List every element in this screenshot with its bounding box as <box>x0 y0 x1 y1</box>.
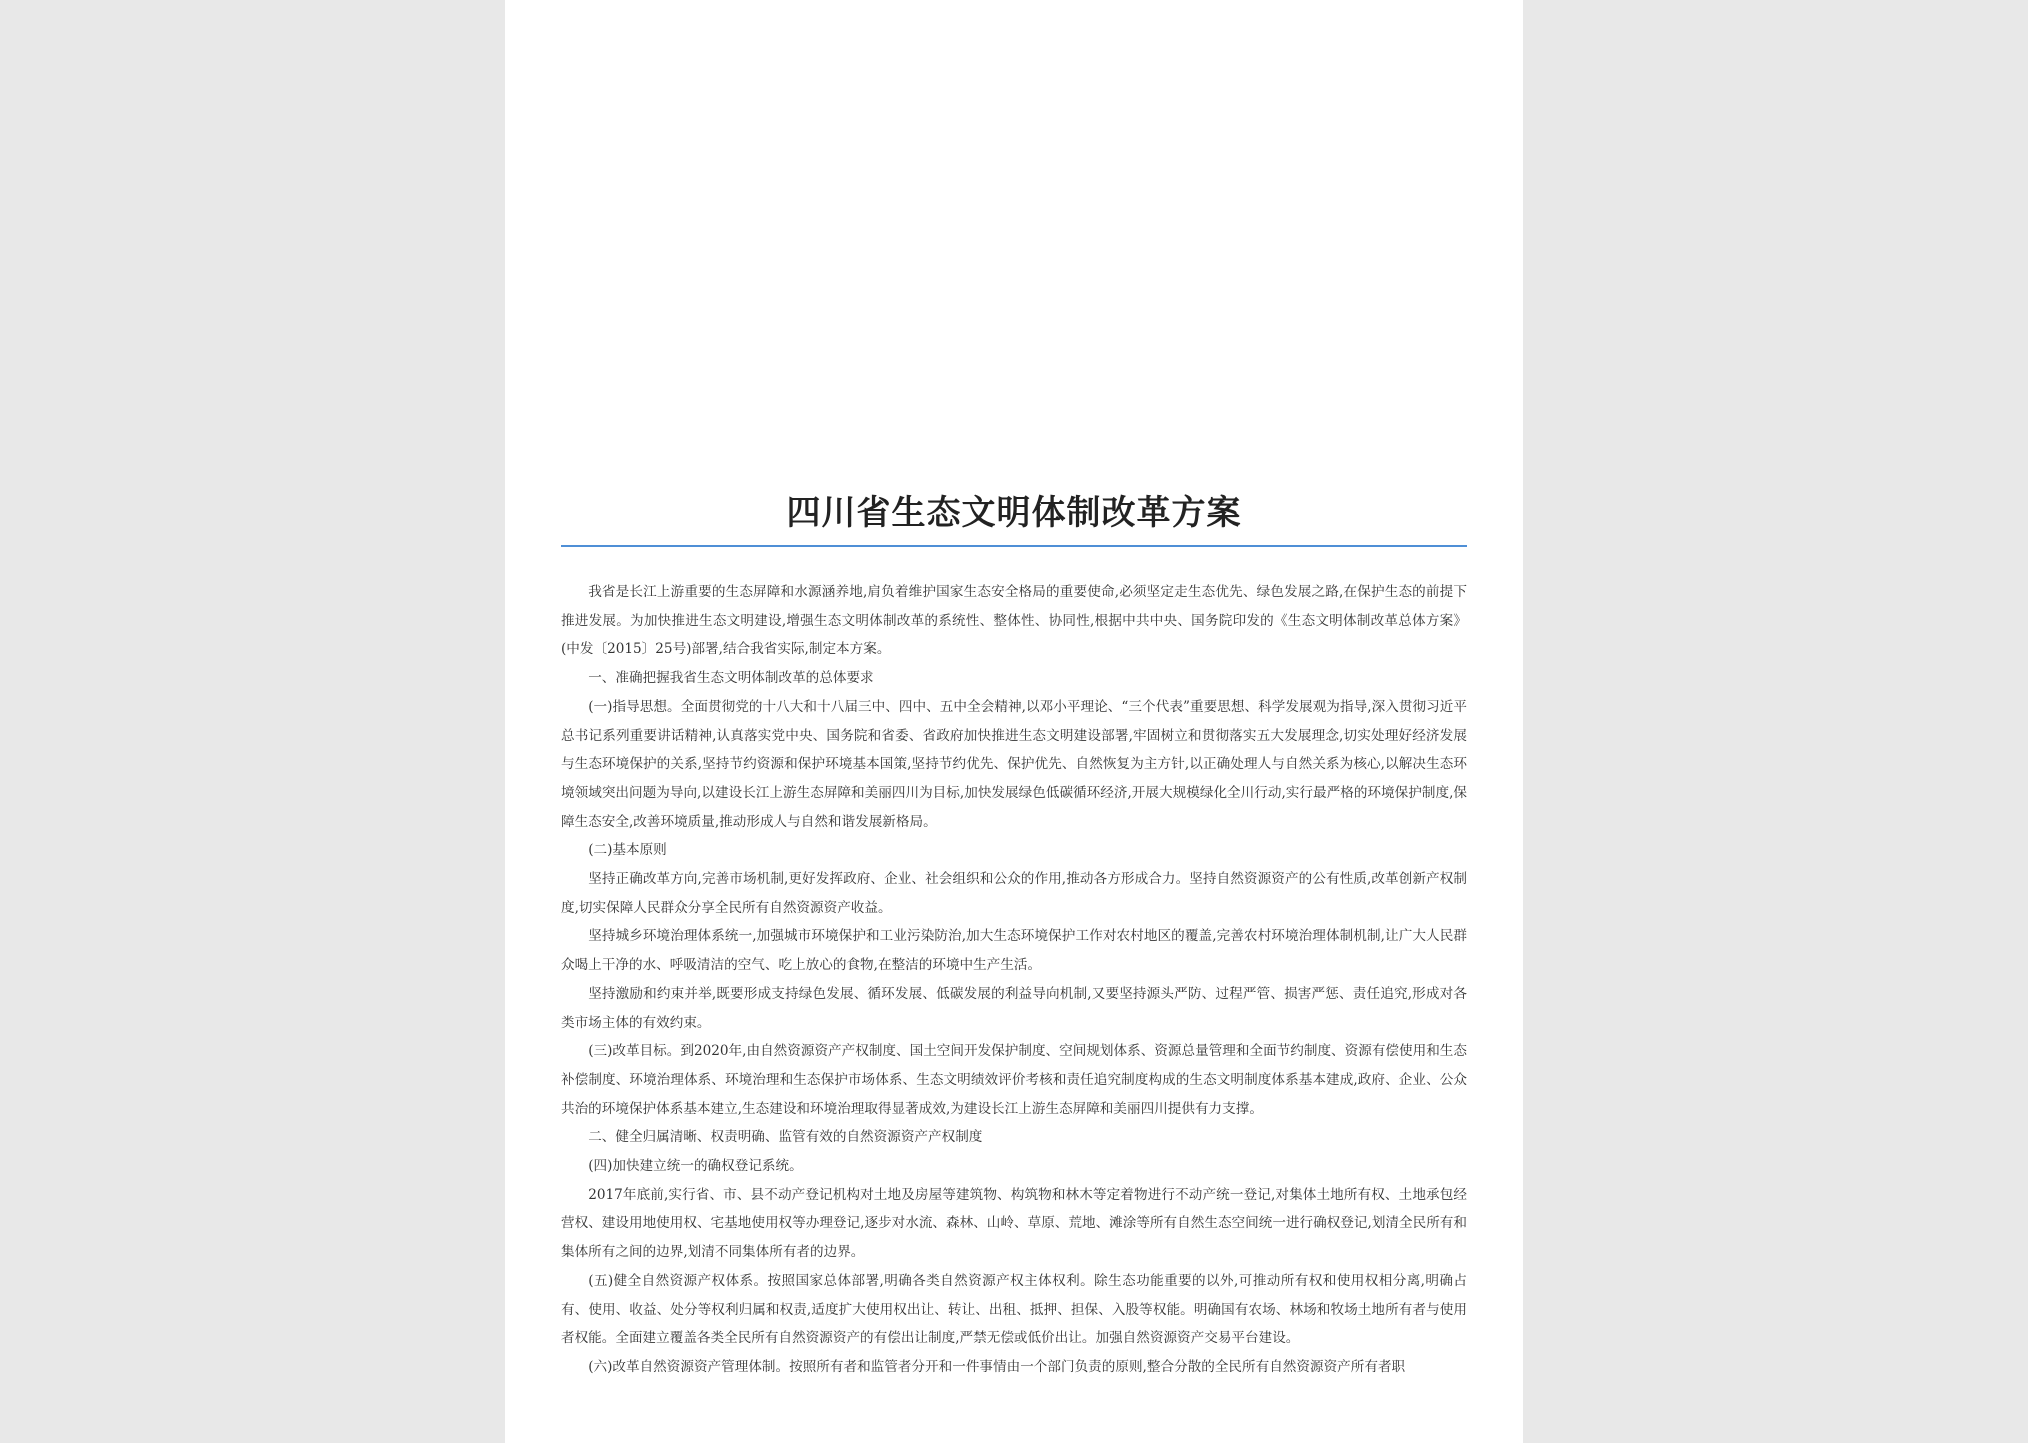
paragraph-guiding-ideology: (一)指导思想。全面贯彻党的十八大和十八届三中、四中、五中全会精神,以邓小平理论、“三个代表”重要思想、科学发展观为指导,深入贯彻习近平总书记系列重要讲话精神,认真落实党中央、国务院和省委、省政府加快推进生态文明建设部署,牢固树立和贯彻落实五大发展理念,切实处理好经济发展与生态环境保护的关系,坚持节约资源和保护环境基本国策,坚持节约优先、保护优先、自然恢复为主方针,以正确处理人与自然关系为核心,以解决生态环境领域突出问题为导向,以建设长江上游生态屏障和美丽四川为目标,加快发展绿色低碳循环经济,开展大规模绿化全川行动,实行最严格的环境保护制度,保障生态安全,改善环境质量,推动形成人与自然和谐发展新格局。 <box>561 698 1467 830</box>
paragraph-property-rights: (五)健全自然资源产权体系。按照国家总体部署,明确各类自然资源产权主体权利。除生态功能重要的以外,可推动所有权和使用权相分离,明确占有、使用、收益、处分等权利归属和权责,适度扩大使用权出让、转让、出租、抵押、担保、入股等权能。明确国有农场、林场和牧场土地所有者与使用者权能。全面建立覆盖各类全民所有自然资源资产的有偿出让制度,严禁无偿或低价出让。加强自然资源资产交易平台建设。 <box>561 1272 1467 1347</box>
paragraph-registration: 2017年底前,实行省、市、县不动产登记机构对土地及房屋等建筑物、构筑物和林木等定着物进行不动产统一登记,对集体土地所有权、土地承包经营权、建设用地使用权、宅基地使用权等办理登记,逐步对水流、森林、山岭、草原、荒地、滩涂等所有自然生态空间统一进行确权登记,划清全民所有和集体所有之间的边界,划清不同集体所有者的边界。 <box>561 1186 1467 1261</box>
subheading-registration: (四)加快建立统一的确权登记系统。 <box>588 1158 803 1175</box>
paragraph-management-system: (六)改革自然资源资产管理体制。按照所有者和监管者分开和一件事情由一个部门负责的原则,整合分散的全民所有自然资源资产所有者职 <box>588 1358 1406 1375</box>
section-heading-1: 一、准确把握我省生态文明体制改革的总体要求 <box>588 670 874 687</box>
subheading-basic-principles: (二)基本原则 <box>588 842 667 859</box>
paragraph-principle-1: 坚持正确改革方向,完善市场机制,更好发挥政府、企业、社会组织和公众的作用,推动各方形成合力。坚持自然资源资产的公有性质,改革创新产权制度,切实保障人民群众分享全民所有自然资源资产收益。 <box>561 871 1467 916</box>
paragraph-principle-2: 坚持城乡环境治理体系统一,加强城市环境保护和工业污染防治,加大生态环境保护工作对农村地区的覆盖,完善农村环境治理体制机制,让广大人民群众喝上干净的水、呼吸清洁的空气、吃上放心的食物,在整洁的环境中生产生活。 <box>561 928 1467 974</box>
document-page <box>505 0 1523 1443</box>
paragraph-principle-3: 坚持激励和约束并举,既要形成支持绿色发展、循环发展、低碳发展的利益导向机制,又要坚持源头严防、过程严管、损害严惩、责任追究,形成对各类市场主体的有效约束。 <box>561 985 1467 1031</box>
section-heading-2: 二、健全归属清晰、权责明确、监管有效的自然资源资产产权制度 <box>588 1129 983 1146</box>
title-divider <box>561 545 1467 547</box>
paragraph-reform-goals: (三)改革目标。到2020年,由自然资源资产产权制度、国土空间开发保护制度、空间规划体系、资源总量管理和全面节约制度、资源有偿使用和生态补偿制度、环境治理体系、环境治理和生态保护市场体系、生态文明绩效评价考核和责任追究制度构成的生态文明制度体系基本建成,政府、企业、公众共治的环境保护体系基本建立,生态建设和环境治理取得显著成效,为建设长江上游生态屏障和美丽四川提供有力支撑。 <box>561 1043 1467 1117</box>
paragraph-intro: 我省是长江上游重要的生态屏障和水源涵养地,肩负着维护国家生态安全格局的重要使命,必须坚定走生态优先、绿色发展之路,在保护生态的前提下推进发展。为加快推进生态文明建设,增强生态文明体制改革的系统性、整体性、协同性,根据中共中央、国务院印发的《生态文明体制改革总体方案》(中发〔2015〕25号)部署,结合我省实际,制定本方案。 <box>561 584 1467 658</box>
document-body <box>561 578 1467 1382</box>
document-title: 四川省生态文明体制改革方案 <box>786 493 1242 533</box>
